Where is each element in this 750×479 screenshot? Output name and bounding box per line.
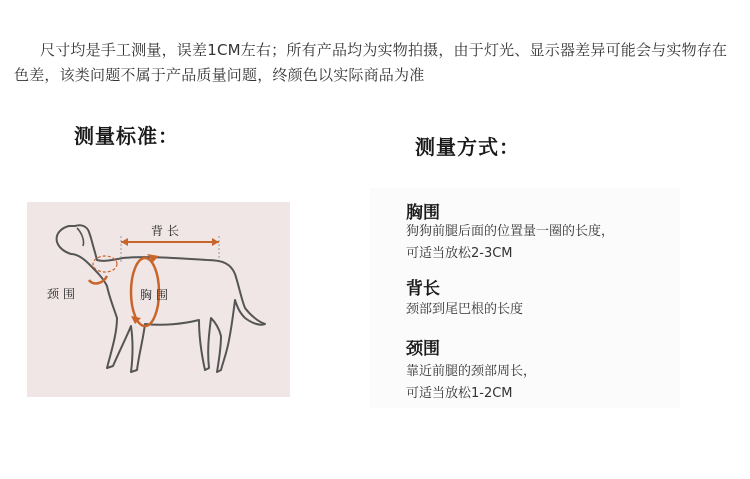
dog-ear <box>77 228 84 246</box>
back-length-title: 背长 <box>406 279 440 299</box>
back-length-label: 背长 <box>151 224 184 238</box>
chest-girth-desc-line-1: 狗狗前腿后面的位置量一圈的长度， <box>406 224 615 239</box>
neck-girth-label: 颈围 <box>47 287 80 301</box>
chest-girth-description <box>406 221 676 265</box>
neck-girth-desc-line-2: 可适当放松1-2CM <box>406 386 513 401</box>
back-length-description <box>406 299 676 321</box>
measurement-method-heading: 测量方式： <box>415 135 520 159</box>
back-arrow-left-head <box>121 238 128 246</box>
dog-measurement-diagram <box>27 202 290 397</box>
chest-girth-title: 胸围 <box>406 203 440 223</box>
back-length-desc-line-1: 颈部到尾巴根的长度 <box>406 302 524 317</box>
chest-girth-desc-line-2: 可适当放松2-3CM <box>406 246 513 261</box>
neck-girth-description <box>406 361 676 405</box>
measurement-standard-heading: 测量标准： <box>74 124 179 148</box>
back-arrow-right-head <box>212 238 219 246</box>
chest-girth-label: 胸围 <box>140 288 173 302</box>
size-notice: 尺寸均是手工测量，误差1CM左右；所有产品均为实物拍摄，由于灯光、显示器差异可能会与实物存在色差，该类问题不属于产品质量问题，终颜色以实际商品为准 <box>14 41 728 84</box>
neck-girth-title: 颈围 <box>406 339 440 359</box>
measurement-method-panel <box>370 188 680 408</box>
neck-girth-desc-line-1: 靠近前腿的颈部周长， <box>406 364 537 379</box>
